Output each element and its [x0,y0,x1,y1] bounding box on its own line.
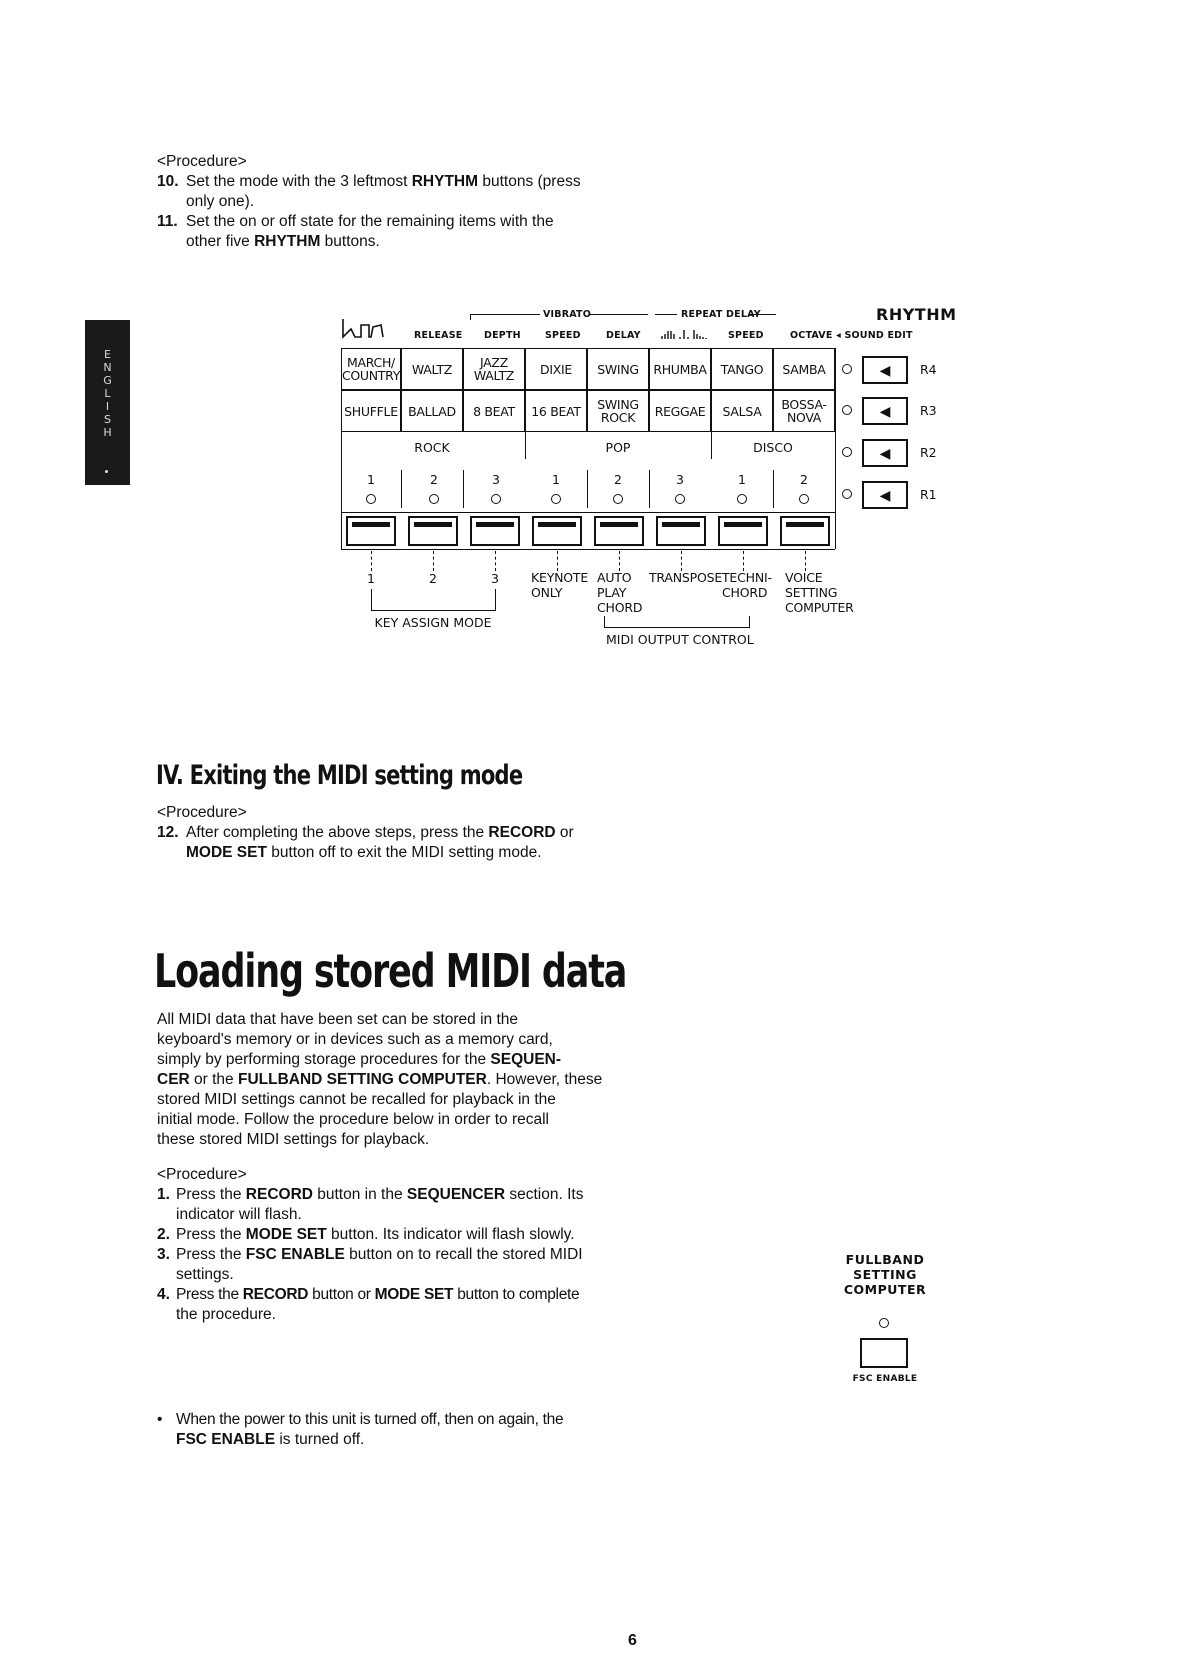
left-arrow-icon: ◀ [879,362,891,378]
header-octave: OCTAVE [790,330,833,341]
step-1-text: Press the RECORD button in the SEQUENCER section. Its [176,1186,584,1203]
repeat-delay-bars-icon [660,328,714,340]
step-4-text: Press the RECORD button or MODE SET button to complete [176,1286,580,1303]
fsc-indicator-led [879,1318,889,1328]
paragraph-line: keyboard's memory or in devices such as a memory card, [157,1031,553,1048]
rhythm-select-button-1[interactable] [346,516,396,546]
header-delay: DELAY [606,330,641,341]
paragraph-line: initial mode. Follow the procedure below in order to recall [157,1111,550,1128]
mode-number: 3 [676,472,684,487]
panel-left-edge [341,431,342,549]
header-speed-vibrato: SPEED [545,330,581,341]
indicator-led [613,494,623,504]
caption-auto-play-chord: AUTO PLAY CHORD [597,570,643,615]
indicator-led [551,494,561,504]
rhythm-button-8-beat[interactable]: 8 BEAT [463,390,525,432]
key-assign-bracket-right [495,589,496,611]
step-4-num: 4. [157,1286,170,1303]
caption-techni-chord: TECHNI- CHORD [722,570,772,600]
rhythm-select-button-2[interactable] [408,516,458,546]
header-sound-edit: ◂ SOUND EDIT [836,330,913,341]
paragraph-line: simply by performing storage procedures for the SEQUEN- [157,1051,562,1068]
rhythm-select-button-3[interactable] [470,516,520,546]
step-2-num: 2. [157,1226,170,1243]
header-depth: DEPTH [484,330,521,341]
step-3-text: Press the FSC ENABLE button on to recall the stored MIDI [176,1246,583,1263]
caption-keynote-only: KEYNOTE ONLY [531,570,589,600]
button-row-bottom-line [341,549,835,550]
section-heading-loading: Loading stored MIDI data [154,944,627,998]
register-led-r3 [842,405,852,415]
step-10-text-line2: only one). [186,193,255,210]
mode-number: 2 [614,472,622,487]
note-text-line2: FSC ENABLE is turned off. [176,1431,365,1448]
step-11-num: 11. [157,213,178,230]
section-heading-exiting: IV. Exiting the MIDI setting mode [156,760,523,791]
register-label-r2: R2 [920,445,937,460]
register-column-edge [835,348,836,548]
rhythm-button-dixie[interactable]: DIXIE [525,348,587,390]
note-text: When the power to this unit is turned off, then on again, the [176,1411,564,1428]
midi-output-control-label: MIDI OUTPUT CONTROL [606,632,754,647]
indicator-led [366,494,376,504]
register-led-r2 [842,447,852,457]
fsc-enable-button[interactable] [860,1338,908,1368]
mode-number: 3 [492,472,500,487]
group-label-disco: DISCO [753,440,793,455]
step-12-text: After completing the above steps, press the RECORD or [186,824,574,841]
step-1-num: 1. [157,1186,170,1203]
leader-line [619,551,620,571]
register-label-r3: R3 [920,403,937,418]
step-10-num: 10. [157,173,179,190]
step-3-text-line2: settings. [176,1266,234,1283]
rhythm-button-reggae[interactable]: REGGAE [649,390,711,432]
rhythm-button-jazz-waltz[interactable]: JAZZ WALTZ [463,348,525,390]
step-1-text-line2: indicator will flash. [176,1206,302,1223]
num-divider [401,470,402,508]
rhythm-button-swing[interactable]: SWING [587,348,649,390]
rhythm-title: RHYTHM [876,305,957,324]
num-divider [649,470,650,508]
num-divider [773,470,774,508]
paragraph-line: stored MIDI settings cannot be recalled for playback in the [157,1091,556,1108]
indicator-led [491,494,501,504]
procedure-label-1: <Procedure> [157,153,247,170]
step-12-text-line2: MODE SET button off to exit the MIDI setting mode. [186,844,542,861]
step-12-num: 12. [157,824,179,841]
leader-line [681,551,682,571]
register-label-r4: R4 [920,362,937,377]
mode-number: 2 [800,472,808,487]
paragraph-line: these stored MIDI settings for playback. [157,1131,430,1148]
register-button-r4[interactable] [862,356,908,384]
header-vibrato: VIBRATO [543,309,592,320]
rhythm-button-16-beat[interactable]: 16 BEAT [525,390,587,432]
key-assign-number: 1 [367,571,375,586]
paragraph-line: All MIDI data that have been set can be stored in the [157,1011,519,1028]
register-led-r1 [842,489,852,499]
rhythm-panel [0,0,1179,700]
rhythm-button-bossa-nova[interactable]: BOSSA- NOVA [773,390,835,432]
rhythm-button-swing-rock[interactable]: SWING ROCK [587,390,649,432]
register-button-r3[interactable] [862,397,908,425]
step-2-text: Press the MODE SET button. Its indicator will flash slowly. [176,1226,575,1243]
midi-output-bracket-base [604,627,750,628]
group-divider-1 [525,431,526,459]
step-10-text: Set the mode with the 3 leftmost RHYTHM buttons (press [186,173,581,190]
repeat-delay-bracket-left [655,314,677,315]
fsc-enable-label: FSC ENABLE [852,1374,918,1384]
leader-line [805,551,806,571]
mode-number: 1 [552,472,560,487]
rhythm-button-waltz[interactable]: WALTZ [401,348,463,390]
envelope-waveform-icon [341,317,405,339]
header-release: RELEASE [414,330,463,341]
key-assign-bracket-base [371,610,496,611]
rhythm-select-button-7[interactable] [718,516,768,546]
register-label-r1: R1 [920,487,937,502]
mode-number: 2 [430,472,438,487]
step-3-num: 3. [157,1246,170,1263]
left-arrow-icon: ◀ [879,487,891,503]
key-assign-number: 2 [429,571,437,586]
key-assign-number: 3 [491,571,499,586]
rhythm-button-march-country[interactable]: MARCH/ COUNTRY [341,348,401,390]
intro-paragraph [157,1010,602,1150]
indicator-led [675,494,685,504]
note-bullet: • [157,1411,163,1428]
mode-number: 1 [367,472,375,487]
register-button-r2[interactable] [862,439,908,467]
leader-line [371,551,372,571]
rhythm-button-samba[interactable]: SAMBA [773,348,835,390]
paragraph-line: CER or the FULLBAND SETTING COMPUTER. However, these [157,1071,603,1088]
vibrato-bracket-left [470,314,540,315]
num-divider [463,470,464,508]
register-button-r1[interactable] [862,481,908,509]
group-label-rock: ROCK [414,440,450,455]
leader-line [743,551,744,571]
button-row-top-line [341,512,835,513]
indicator-led [799,494,809,504]
step-11-text: Set the on or off state for the remaining items with the [186,213,554,230]
indicator-led [737,494,747,504]
fsc-title: FULLBAND SETTING COMPUTER [843,1252,927,1297]
language-tab-label: E N G L I S H [103,348,112,439]
procedure-label-2: <Procedure> [157,804,247,821]
step-4-text-line2: the procedure. [176,1306,276,1323]
header-repeat-delay: REPEAT DELAY [681,309,761,320]
vibrato-bracket-right [590,314,648,315]
group-divider-2 [711,431,712,459]
indicator-led [429,494,439,504]
rhythm-button-shuffle[interactable]: SHUFFLE [341,390,401,432]
leader-line [433,551,434,571]
key-assign-mode-label: KEY ASSIGN MODE [374,615,492,630]
header-speed-repeat: SPEED [728,330,764,341]
key-assign-bracket-left [371,589,372,611]
rhythm-button-ballad[interactable]: BALLAD [401,390,463,432]
caption-transpose: TRANSPOSE [649,570,723,585]
mode-number: 1 [738,472,746,487]
rhythm-button-tango[interactable]: TANGO [711,348,773,390]
left-arrow-icon: ◀ [879,445,891,461]
rhythm-select-button-4[interactable] [532,516,582,546]
rhythm-select-button-5[interactable] [594,516,644,546]
rhythm-select-button-8[interactable] [780,516,830,546]
vibrato-bracket-tick [470,314,471,320]
leader-line [495,551,496,571]
leader-line [557,551,558,571]
group-label-pop: POP [605,440,631,455]
rhythm-button-rhumba[interactable]: RHUMBA [649,348,711,390]
rhythm-button-salsa[interactable]: SALSA [711,390,773,432]
left-arrow-icon: ◀ [879,403,891,419]
register-led-r4 [842,364,852,374]
num-divider [587,470,588,508]
procedure-label-3: <Procedure> [157,1166,247,1183]
rhythm-select-button-6[interactable] [656,516,706,546]
page-number: 6 [628,1632,637,1649]
caption-voice-setting-computer: VOICE SETTING COMPUTER [785,570,854,615]
step-11-text-line2: other five RHYTHM buttons. [186,233,380,250]
